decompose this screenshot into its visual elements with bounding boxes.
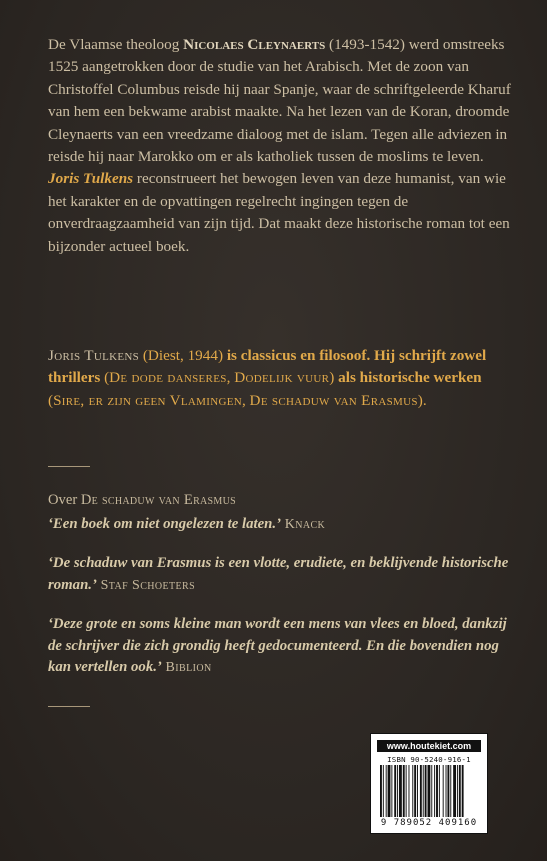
- bio-punct: ).: [417, 391, 427, 409]
- publisher-url: www.houtekiet.com: [377, 740, 481, 752]
- divider: [48, 706, 90, 707]
- synopsis-paragraph-1: [48, 34, 518, 168]
- review-source: Biblion: [165, 660, 212, 675]
- bio-punct: (: [100, 369, 110, 387]
- divider: [48, 466, 90, 467]
- review-source: Staf Schoeters: [100, 577, 196, 593]
- author-name: Joris Tulkens: [48, 170, 134, 188]
- review-source: Knack: [284, 516, 326, 532]
- bio-punct: (: [48, 391, 54, 409]
- synopsis-paragraph-2: [48, 168, 518, 258]
- book-title: Dodelijk vuur: [234, 369, 330, 387]
- barcode-label: [370, 733, 488, 834]
- isbn-text: ISBN 90-5240-916-1: [387, 755, 471, 764]
- bio-author-name: Joris Tulkens: [48, 347, 140, 364]
- book-title: De dode danseres: [109, 369, 227, 387]
- bio-text: als historische werken: [338, 369, 482, 387]
- synopsis-text: De Vlaamse theoloog: [48, 36, 184, 53]
- bio-punct: ,: [226, 369, 235, 387]
- reviews: [48, 490, 518, 697]
- review-item: [48, 614, 518, 679]
- bio-birth: (Diest, 1944): [139, 347, 227, 364]
- bio-punct: ,: [241, 391, 250, 409]
- bio-punct: ): [329, 369, 339, 387]
- review-quote: ‘Deze grote en soms kleine man wordt een mens van vlees en bloed, dankzij de schrijver die zich grondig heeft gedocumenteerd. En die bovendien nog kan vertellen ook.’: [48, 616, 507, 675]
- review-quote: ‘De schaduw van Erasmus is een vlotte, erudiete, en beklijvende historische roman.’: [48, 555, 509, 593]
- author-bio: [48, 345, 518, 412]
- reviews-heading: [48, 490, 518, 512]
- review-item: [48, 553, 518, 596]
- bio-text: is classicus en filosoof. Hij schrijft zowel thrillers: [48, 347, 487, 387]
- barcode-icon: [377, 765, 481, 817]
- review-quote: ‘Een boek om niet ongelezen te laten.’: [48, 515, 282, 532]
- subject-name: Nicolaes Cleynaerts: [183, 36, 326, 53]
- synopsis-text: reconstrueert het bewogen leven van deze humanist, van wie het karakter en de opvattingen regelrecht ingingen tegen de onverdraagzaamheid van zijn tijd. Dat maakt deze historische roman tot een bijzonder actueel boek.: [48, 170, 510, 255]
- review-item: [48, 514, 518, 536]
- synopsis: [48, 34, 518, 258]
- book-title: De schaduw van Erasmus: [249, 391, 418, 409]
- book-title: Sire, er zijn geen Vlamingen: [53, 391, 242, 409]
- reviews-heading-prefix: Over: [48, 492, 81, 508]
- ean-number: 9 789052 409160: [380, 818, 478, 828]
- synopsis-text: (1493-1542) werd omstreeks 1525 aangetrokken door de studie van het Arabisch. Met de zoon van Christoffel Columbus reisde hij naar Spanje, waar de schriftgeleerde Kharuf van hem een bekwame arabist maakte. Na het lezen van de Koran, droomde Cleynaerts van een vreedzame dialoog met de islam. Tegen alle adviezen in reisde hij naar Marokko om er als katholiek tussen de moslims te leven.: [48, 36, 511, 166]
- reviews-heading-title: De schaduw van Erasmus: [80, 492, 236, 508]
